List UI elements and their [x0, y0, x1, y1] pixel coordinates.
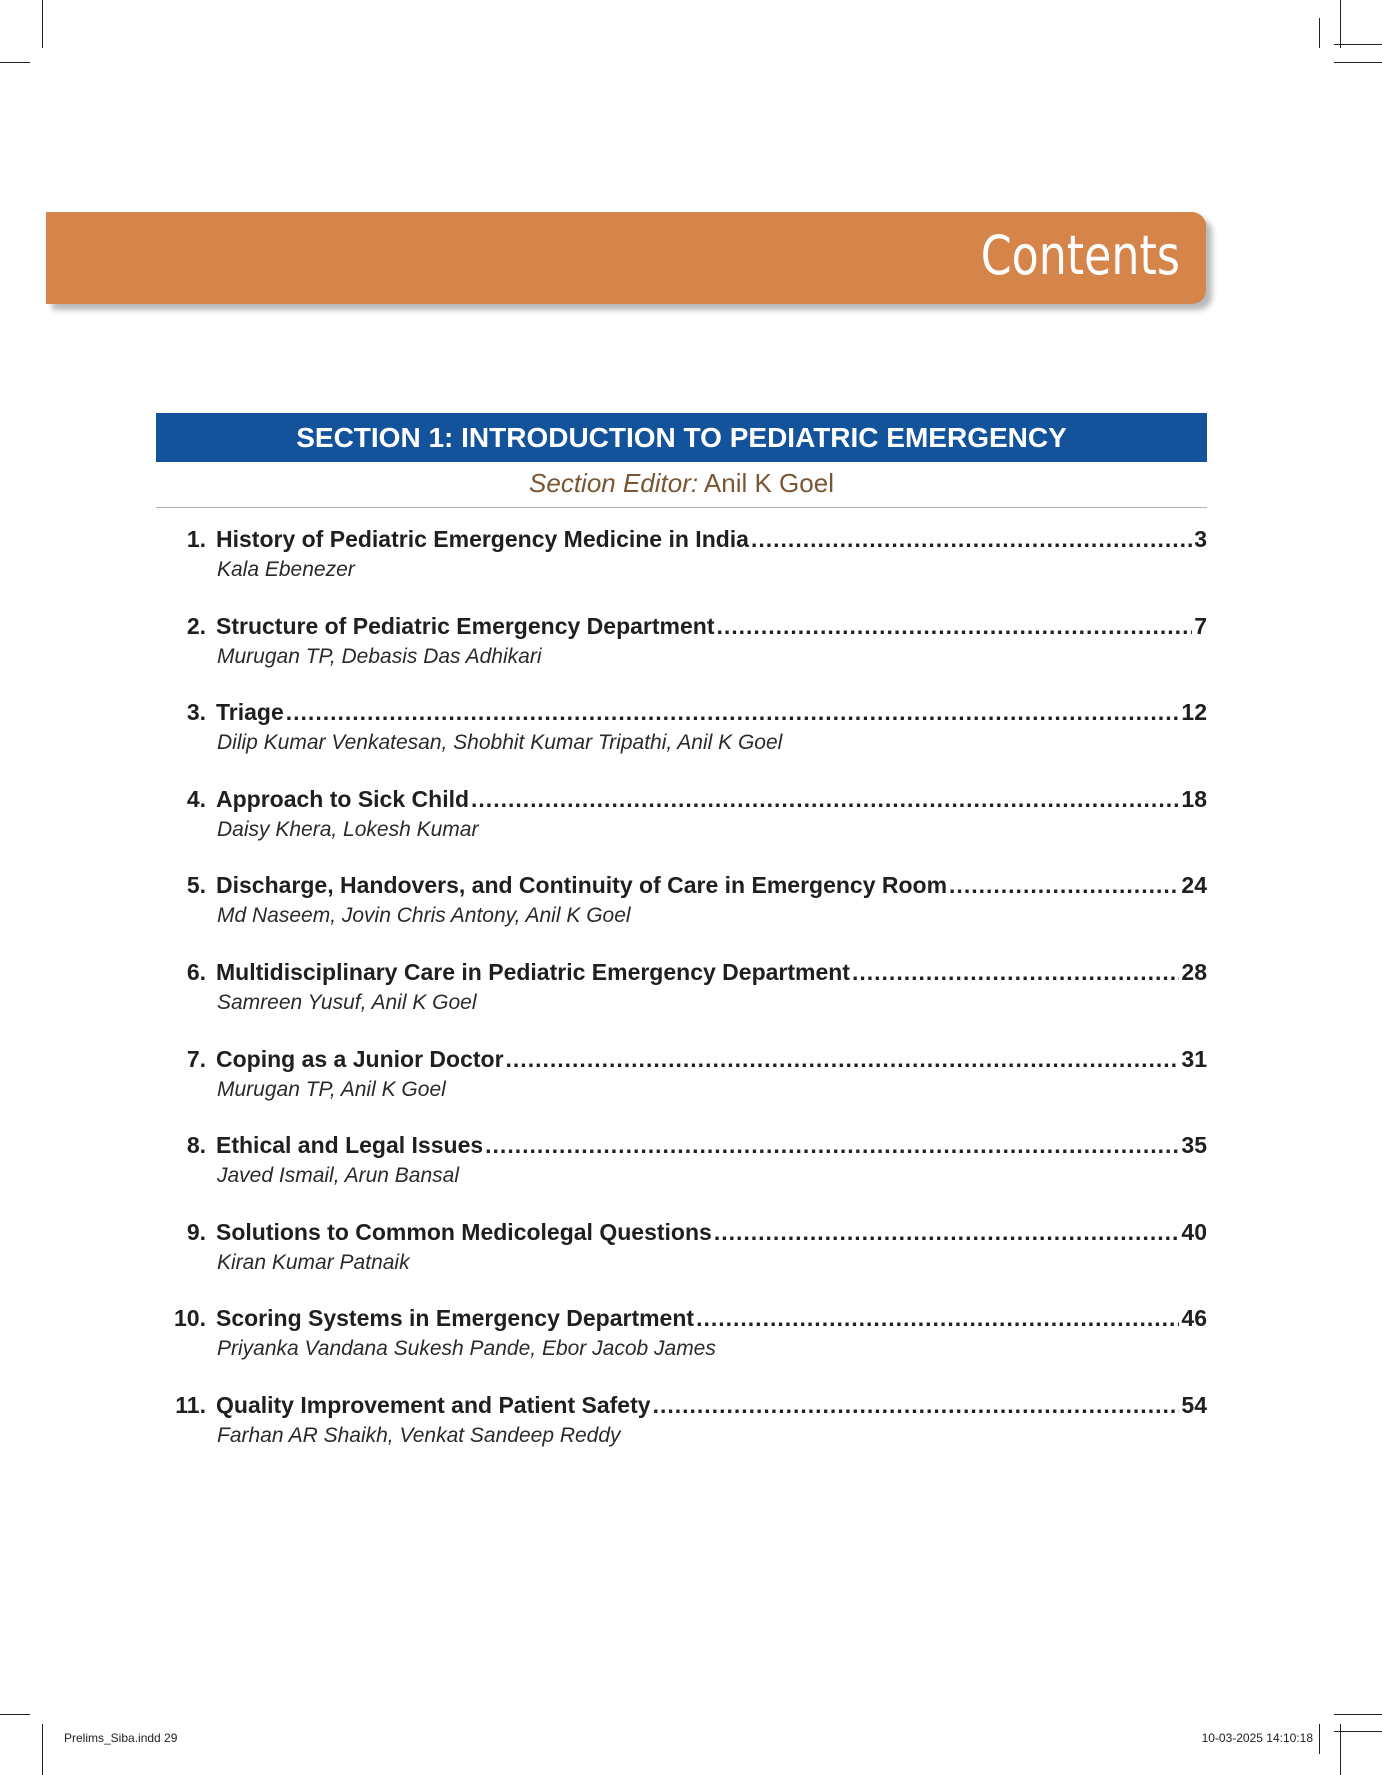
toc-entry[interactable]: [156, 1219, 1207, 1306]
crop-mark: [1319, 18, 1320, 48]
chapter-authors: Farhan AR Shaikh, Venkat Sandeep Reddy: [217, 1423, 621, 1447]
page-number[interactable]: 12: [1181, 699, 1207, 726]
page-number[interactable]: 3: [1194, 526, 1207, 552]
chapter-number: 11.: [175, 1391, 206, 1418]
toc-entry[interactable]: [156, 1392, 1207, 1479]
crop-mark: [1334, 1731, 1382, 1732]
chapter-authors: Kiran Kumar Patnaik: [217, 1250, 410, 1274]
page-number[interactable]: 28: [1181, 958, 1207, 985]
toc-list: [156, 526, 1207, 1479]
chapter-title[interactable]: Ethical and Legal Issues: [216, 1132, 484, 1159]
crop-mark: [1319, 1724, 1320, 1754]
page-number[interactable]: 31: [1181, 1045, 1207, 1072]
chapter-title[interactable]: Multidisciplinary Care in Pediatric Emergency Department: [216, 958, 850, 985]
crop-mark: [1334, 44, 1382, 45]
page-number[interactable]: 18: [1181, 785, 1207, 812]
footer-file-slug: Prelims_Siba.indd 29: [64, 1731, 178, 1745]
chapter-number: 2.: [186, 612, 206, 639]
chapter-authors: Dilip Kumar Venkatesan, Shobhit Kumar Tripathi, Anil K Goel: [217, 731, 783, 755]
dot-leader: [949, 872, 1179, 899]
crop-mark: [1340, 0, 1341, 48]
chapter-title[interactable]: History of Pediatric Emergency Medicine in India: [216, 526, 749, 552]
page-number[interactable]: 7: [1194, 612, 1207, 639]
chapter-title[interactable]: Scoring Systems in Emergency Department: [216, 1305, 695, 1332]
chapter-number: 6.: [186, 958, 206, 985]
page-number[interactable]: 40: [1181, 1218, 1207, 1245]
toc-entry[interactable]: [156, 959, 1207, 1046]
section-editor-label: Section Editor:: [529, 468, 699, 498]
chapter-authors: Murugan TP, Anil K Goel: [217, 1077, 446, 1101]
chapter-authors: Priyanka Vandana Sukesh Pande, Ebor Jacob James: [217, 1337, 716, 1361]
dot-leader: [751, 526, 1192, 553]
toc-entry[interactable]: [156, 526, 1207, 613]
chapter-authors: Javed Ismail, Arun Bansal: [217, 1164, 460, 1188]
chapter-number: 9.: [186, 1218, 206, 1245]
page-number[interactable]: 24: [1181, 872, 1207, 899]
page-number[interactable]: 54: [1181, 1391, 1207, 1418]
chapter-number: 8.: [186, 1132, 206, 1159]
footer-timestamp: 10-03-2025 14:10:18: [1201, 1731, 1313, 1745]
chapter-authors: Daisy Khera, Lokesh Kumar: [217, 817, 479, 841]
chapter-title[interactable]: Approach to Sick Child: [216, 785, 470, 812]
toc-entry[interactable]: [156, 1305, 1207, 1392]
crop-mark: [1334, 1714, 1382, 1715]
toc-entry[interactable]: [156, 786, 1207, 873]
chapter-title[interactable]: Triage: [216, 699, 284, 726]
section-editor-name: Anil K Goel: [703, 468, 834, 498]
page-number[interactable]: 46: [1181, 1305, 1207, 1332]
chapter-number: 1.: [186, 526, 206, 552]
chapter-number: 3.: [186, 699, 206, 726]
toc-entry[interactable]: [156, 613, 1207, 700]
dot-leader: [485, 1132, 1179, 1159]
crop-mark: [0, 62, 30, 63]
chapter-authors: Kala Ebenezer: [217, 558, 355, 581]
chapter-title[interactable]: Structure of Pediatric Emergency Department: [216, 612, 715, 639]
section-heading: SECTION 1: INTRODUCTION TO PEDIATRIC EMERGENCY: [156, 413, 1207, 462]
contents-banner: [46, 212, 1206, 304]
chapter-authors: Murugan TP, Debasis Das Adhikari: [217, 644, 542, 668]
section-divider: [156, 507, 1207, 508]
page-title: Contents: [980, 224, 1180, 287]
toc-entry[interactable]: [156, 699, 1207, 786]
dot-leader: [716, 613, 1192, 640]
chapter-number: 4.: [186, 785, 206, 812]
chapter-title[interactable]: Solutions to Common Medicolegal Questions: [216, 1218, 712, 1245]
dot-leader: [653, 1392, 1180, 1419]
dot-leader: [471, 786, 1179, 813]
chapter-number: 7.: [186, 1045, 206, 1072]
section-editor: [156, 468, 1207, 499]
dot-leader: [506, 1046, 1180, 1073]
chapter-authors: Md Naseem, Jovin Chris Antony, Anil K Goel: [217, 904, 631, 928]
crop-mark: [42, 0, 43, 48]
toc-entry[interactable]: [156, 1046, 1207, 1133]
chapter-title[interactable]: Coping as a Junior Doctor: [216, 1045, 504, 1072]
crop-mark: [42, 1724, 43, 1775]
dot-leader: [696, 1305, 1179, 1332]
crop-mark: [1334, 62, 1382, 63]
chapter-number: 5.: [186, 872, 206, 899]
chapter-title[interactable]: Discharge, Handovers, and Continuity of Care in Emergency Room: [216, 872, 948, 899]
dot-leader: [852, 959, 1179, 986]
toc-entry[interactable]: [156, 1132, 1207, 1219]
chapter-title[interactable]: Quality Improvement and Patient Safety: [216, 1391, 651, 1418]
chapter-number: 10.: [174, 1305, 206, 1332]
dot-leader: [286, 699, 1180, 726]
toc-entry[interactable]: [156, 872, 1207, 959]
dot-leader: [714, 1219, 1180, 1246]
chapter-authors: Samreen Yusuf, Anil K Goel: [217, 990, 477, 1014]
crop-mark: [1340, 1724, 1341, 1775]
crop-mark: [0, 1714, 30, 1715]
page-number[interactable]: 35: [1181, 1132, 1207, 1159]
